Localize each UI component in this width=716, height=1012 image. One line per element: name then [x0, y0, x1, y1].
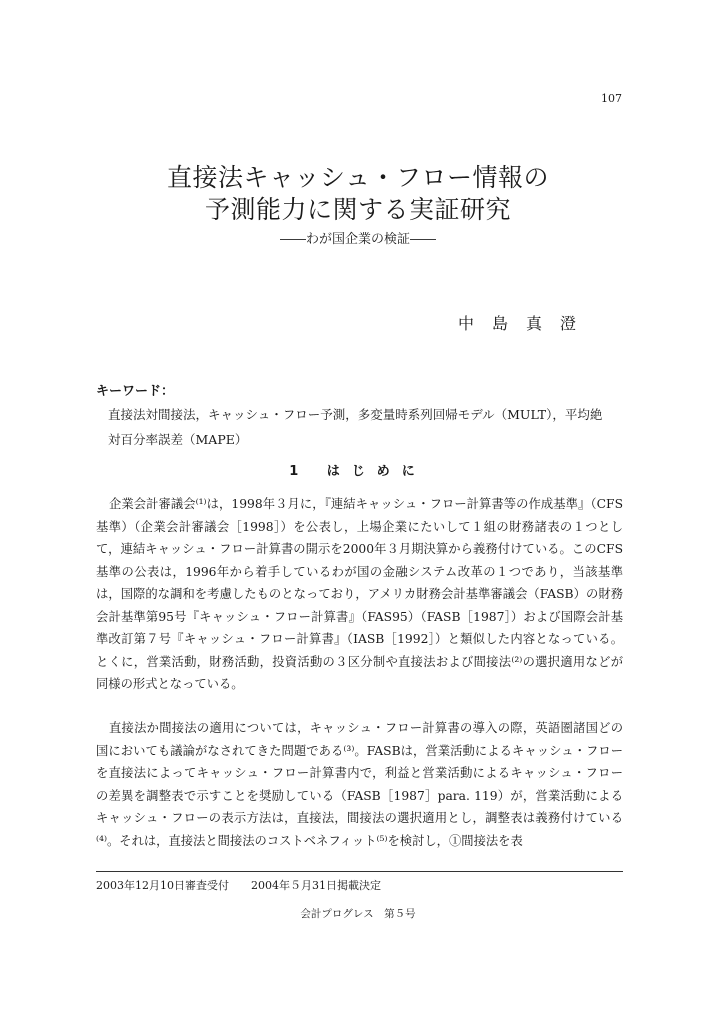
body-paragraph-1: 企業会計審議会⁽¹⁾は，1998年３月に，『連結キャッシュ・フロー計算書等の作成基準』（CFS基準）（企業会計審議会［1998］）を公表し，上場企業にたいして１組の財務諸表の１つとして，連結キャッシュ・フロー計算書の開示を2000年３月期決算から義務付けている。このCFS基準の公表は，1996年から着手しているわが国の金融システム改革の１つであり，当該基準は，国際的な調和を考慮したものとなっており，アメリカ財務会計基準審議会（FASB）の財務会計基準第95号『キャッシュ・フロー計算書』（FAS95）（FASB［1987］）および国際会計基準改訂第７号『キャッシュ・フロー計算書』（IASB［1992］）と類似した内容となっている。とくに，営業活動，財務活動，投資活動の３区分制や直接法および間接法⁽²⁾の選択適用などが同様の形式となっている。: [96, 497, 623, 691]
paper-title-line-2: 予測能力に関する実証研究: [204, 195, 511, 224]
paper-title-line-1: 直接法キャッシュ・フロー情報の: [166, 163, 549, 192]
author-name: 中島真澄: [458, 314, 595, 333]
keywords-line-1: 直接法対間接法，キャッシュ・フロー予測，多変量時系列回帰モデル（MULT），平均絶: [108, 407, 603, 422]
footnote-divider: [96, 871, 623, 872]
received-date: 2003年12月10日審査受付: [96, 879, 229, 892]
paper-subtitle: ――わが国企業の検証――: [279, 232, 436, 247]
keywords-line-2: 対百分率誤差（MAPE）: [108, 432, 248, 447]
section-heading: 1 はじめに: [289, 464, 427, 479]
journal-footer: 会計プログレス 第５号: [300, 908, 416, 920]
keywords-heading: キーワード：: [96, 384, 175, 399]
submission-dates: [96, 877, 403, 893]
page-number: 107: [601, 92, 622, 105]
accepted-date: 2004年５月31日掲載決定: [251, 879, 381, 892]
body-paragraph-2: 直接法か間接法の適用については，キャッシュ・フロー計算書の導入の際，英語圏諸国どの国においても議論がなされてきた問題である⁽³⁾。FASBは，営業活動によるキャッシュ・フローを直接法によってキャッシュ・フロー計算書内で，利益と営業活動によるキャッシュ・フローの差異を調整表で示すことを奨励している（FASB［1987］para. 119）が，営業活動によるキャッシュ・フローの表示方法は，直接法，間接法の選択適用とし，調整表は義務付けている⁽⁴⁾。それは，直接法と間接法のコストベネフィット⁽⁵⁾を検討し，①間接法を表: [96, 721, 623, 848]
